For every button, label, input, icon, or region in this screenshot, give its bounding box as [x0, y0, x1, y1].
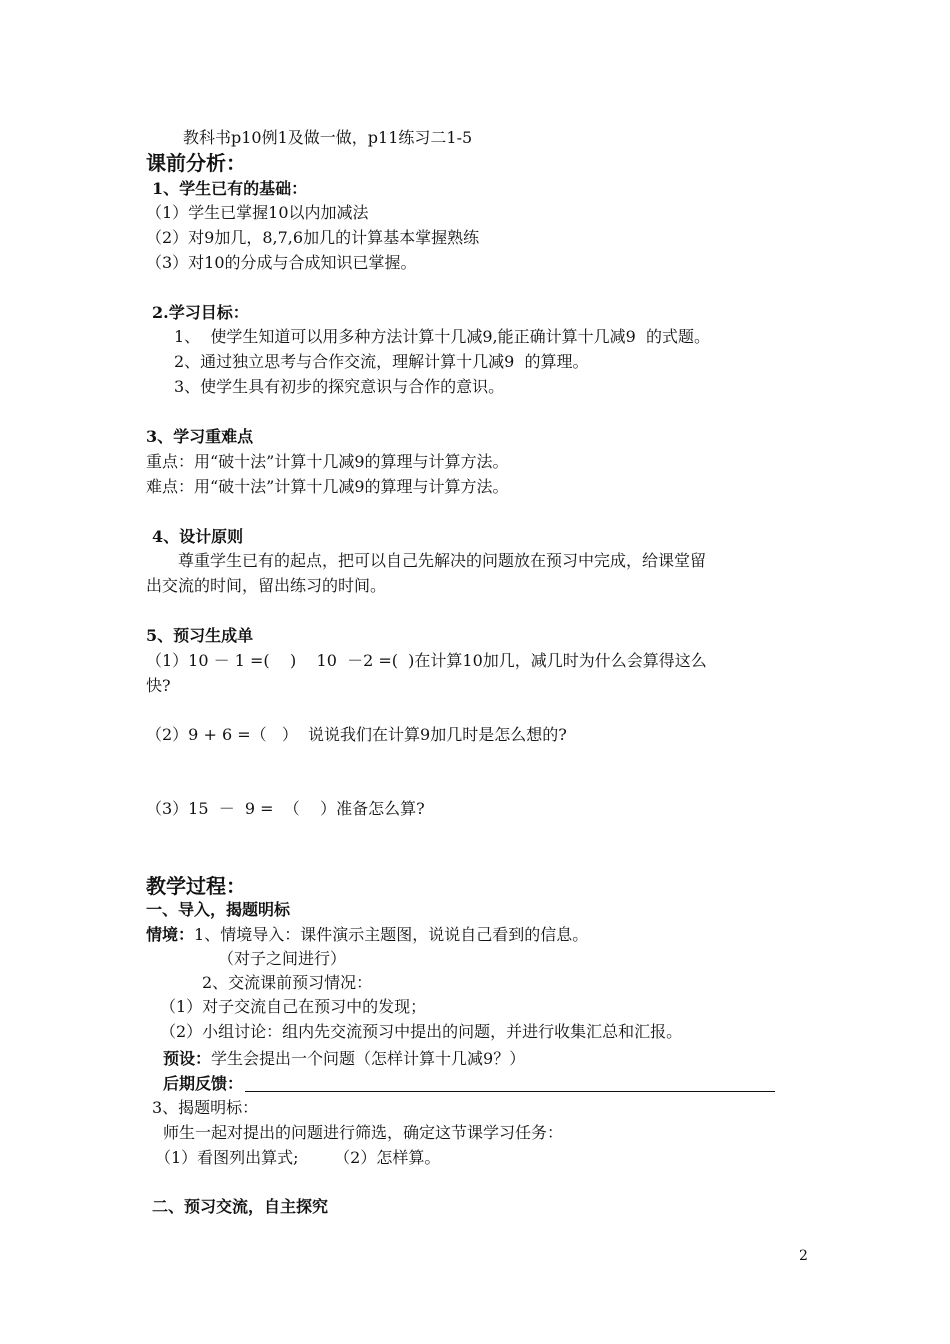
exchange-heading: 2、交流课前预习情况： — [202, 973, 373, 992]
textbook-reference: 教科书p10例1及做一做，p11练习二1-5 — [183, 128, 473, 147]
principle-text: 出交流的时间，留出练习的时间。 — [146, 576, 387, 595]
difficulty-text: 难点：用“破十法”计算十几减9的算理与计算方法。 — [146, 477, 509, 496]
basis-heading: 1、学生已有的基础： — [152, 179, 308, 198]
pre-analysis-heading: 课前分析： — [146, 151, 246, 175]
preset-line — [163, 1048, 525, 1070]
goal-item: 3、使学生具有初步的探究意识与合作的意识。 — [174, 377, 505, 396]
preview-question-2: （2）9 + 6 =（ ） 说说我们在计算9加几时是怎么想的? — [146, 725, 567, 744]
process-heading: 教学过程： — [146, 874, 246, 898]
goal-item: 1、 使学生知道可以用多种方法计算十几减9,能正确计算十几减9 的式题。 — [174, 327, 710, 346]
feedback-label: 后期反馈： — [163, 1074, 244, 1093]
keypoints-heading: 3、学习重难点 — [146, 427, 254, 446]
goal-item: 2、通过独立思考与合作交流，理解计算十几减9 的算理。 — [174, 352, 589, 371]
feedback-blank-line — [245, 1091, 775, 1092]
keypoint-text: 重点：用“破十法”计算十几减9的算理与计算方法。 — [146, 452, 509, 471]
basis-item: （1）学生已掌握10以内加减法 — [146, 203, 369, 222]
situation-text: 1、情境导入：课件演示主题图，说说自己看到的信息。 — [194, 925, 589, 944]
page-number: 2 — [799, 1248, 808, 1264]
basis-item: （3）对10的分成与合成知识已掌握。 — [146, 253, 417, 272]
situation-label: 情境： — [146, 925, 195, 944]
exchange-item: （2）小组讨论：组内先交流预习中提出的问题，并进行收集汇总和汇报。 — [160, 1022, 683, 1041]
goals-heading: 2.学习目标： — [152, 303, 249, 322]
pair-note: （对子之间进行） — [218, 949, 347, 968]
principle-heading: 4、设计原则 — [152, 527, 244, 546]
preview-question-3: （3）15 － 9 = （ ）准备怎么算? — [146, 799, 425, 818]
section-2-heading: 二、预习交流，自主探究 — [152, 1197, 329, 1216]
situation-line — [146, 924, 588, 946]
section-1-heading: 一、导入，揭题明标 — [146, 900, 291, 919]
tasks-text: （1）看图列出算式; （2）怎样算。 — [155, 1148, 441, 1167]
principle-text: 尊重学生已有的起点，把可以自己先解决的问题放在预习中完成，给课堂留 — [178, 551, 707, 570]
preview-question-1-cont: 快? — [146, 676, 171, 695]
reveal-heading: 3、揭题明标： — [152, 1098, 259, 1117]
preset-text: 学生会提出一个问题（怎样计算十几减9？） — [211, 1049, 526, 1068]
preset-label: 预设： — [163, 1049, 212, 1068]
basis-item: （2）对9加几，8,7,6加几的计算基本掌握熟练 — [146, 228, 480, 247]
preview-heading: 5、预习生成单 — [146, 626, 254, 645]
reveal-text: 师生一起对提出的问题进行筛选，确定这节课学习任务： — [163, 1123, 564, 1142]
preview-question-1: （1）10 － 1 =( ) 10 －2 =( )在计算10加几，减几时为什么会算得这么 — [146, 651, 707, 670]
exchange-item: （1）对子交流自己在预习中的发现； — [160, 997, 427, 1016]
